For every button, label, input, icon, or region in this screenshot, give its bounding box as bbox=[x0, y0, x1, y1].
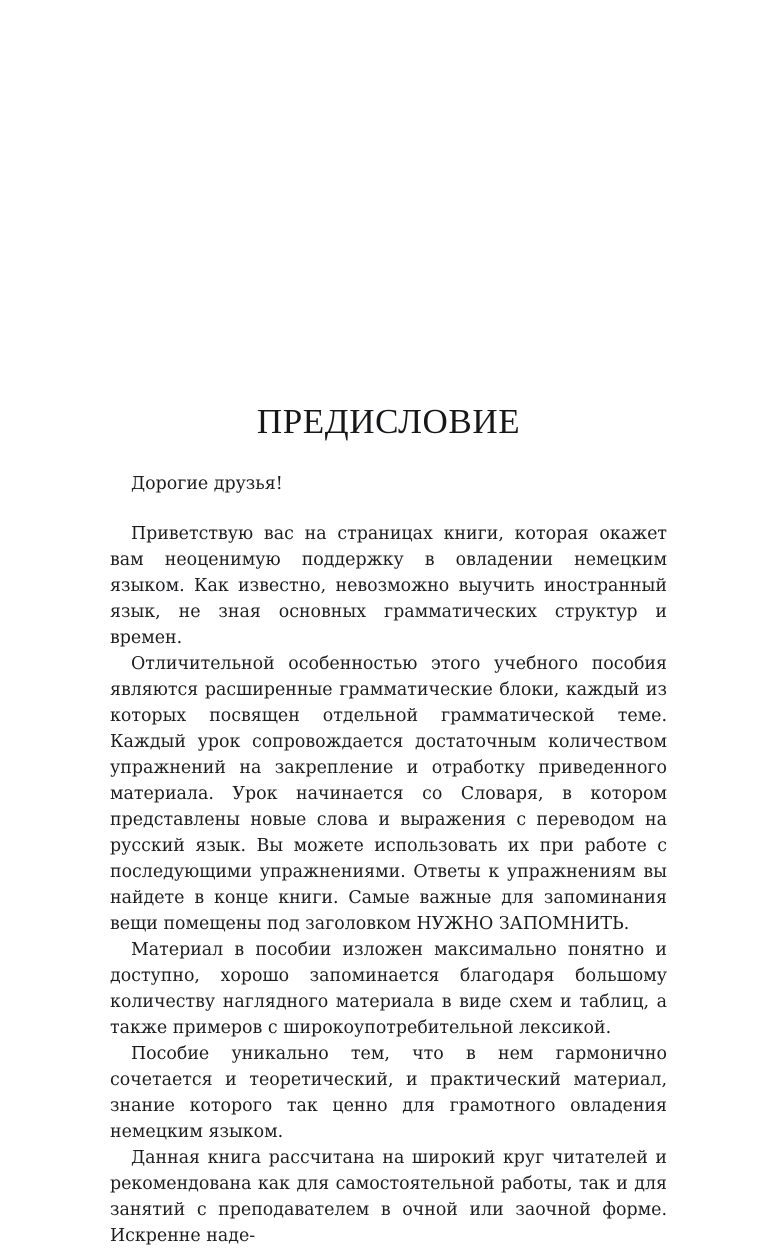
paragraph: Материал в пособии изложен максимально понятно и доступно, хорошо запоминается благодаря большому количеству наглядного материала в виде схем и таблиц, а также примеров с широкоупотребительной лексикой. bbox=[110, 940, 667, 1038]
salutation-line: Дорогие друзья! bbox=[131, 474, 283, 494]
paragraph: Данная книга рассчитана на широкий круг читателей и рекомендована как для самостоятельной работы, так и для занятий с преподавателем в очной или заочной форме. Искренне наде- bbox=[110, 1148, 667, 1246]
paragraph: Отличительной особенностью этого учебного пособия являются расширенные грамматические блоки, каждый из которых посвящен отдельной грамматической теме. Каждый урок сопровождается достаточным количеством упражнений на закрепление и отработку приведенного материала. Урок начинается со Словаря, в котором представлены новые слова и выражения с переводом на русский язык. Вы можете использовать их при работе с последующими упражнениями. Ответы к упражнениям вы найдете в конце книги. Самые важные для запоминания вещи помещены под заголовком НУЖНО ЗАПОМНИТЬ. bbox=[110, 654, 667, 934]
page-title: ПРЕДИСЛОВИЕ bbox=[256, 402, 521, 441]
body-copy bbox=[110, 521, 667, 1249]
paragraph: Пособие уникально тем, что в нем гармонично сочетается и теоретический, и практический материал, знание которого так ценно для грамотного овладения немецким языком. bbox=[110, 1044, 667, 1142]
paragraph: Приветствую вас на страницах книги, которая окажет вам неоценимую поддержку в овладении немецким языком. Как известно, невозможно выучить иностранный язык, не зная основных грамматических структур и времен. bbox=[110, 524, 667, 648]
